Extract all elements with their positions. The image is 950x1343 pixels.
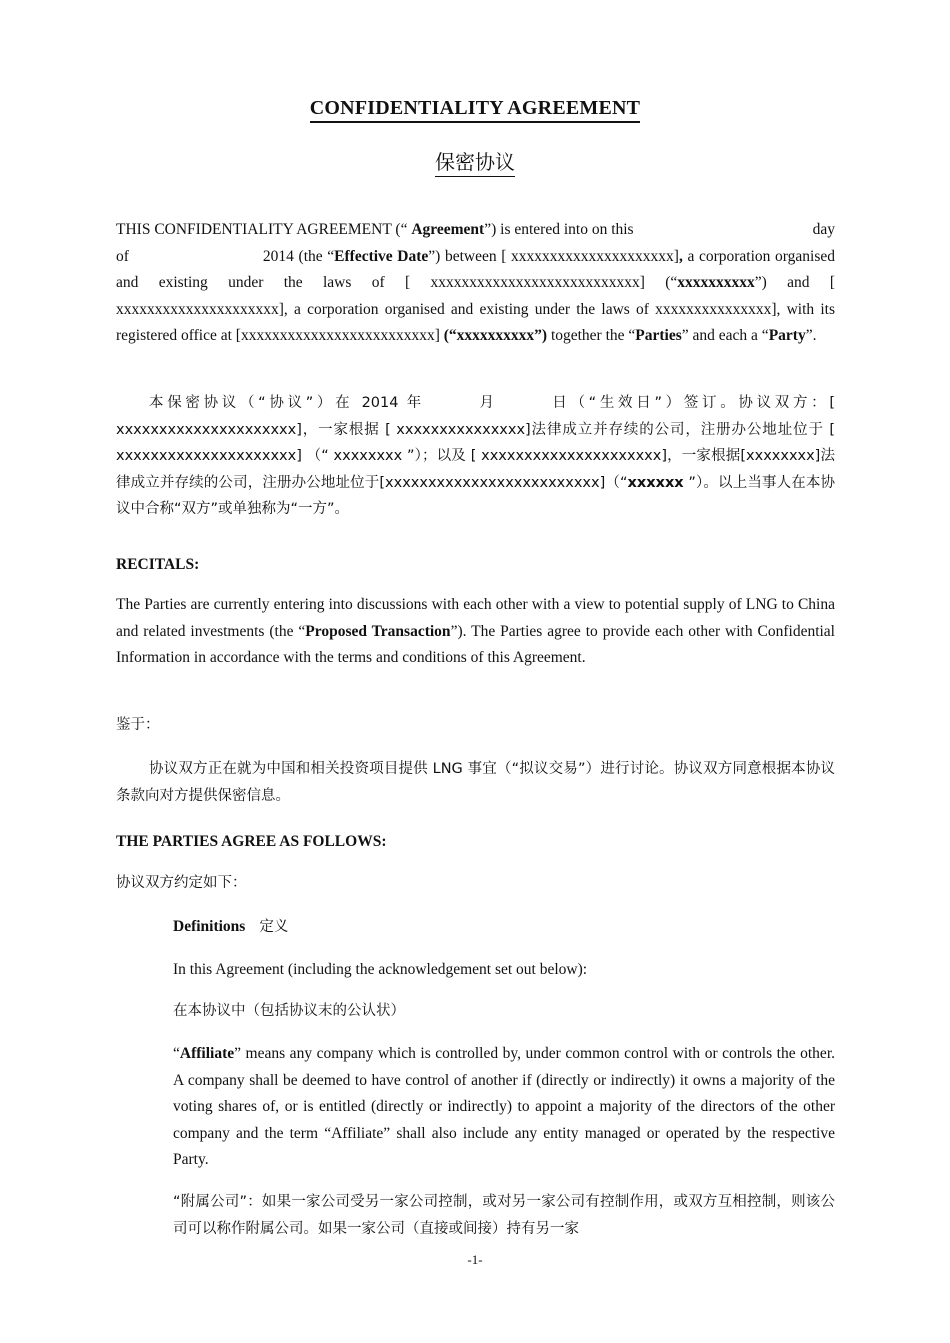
term-affiliate: Affiliate xyxy=(179,1045,235,1062)
recitals-heading-zh: 鉴于： xyxy=(116,717,160,733)
definitions-heading-en: Definitions xyxy=(173,918,246,935)
document-title-text: CONFIDENTIALITY AGREEMENT xyxy=(310,97,640,123)
affiliate-definition-zh: “附属公司”：如果一家公司受另一家公司控制，或对另一家公司有控制作用，或双方互相控制，则该公司可以称作附属公司。如果一家公司（直接或间接）持有另一家 xyxy=(173,1194,835,1237)
recitals-en: The Parties are currently entering into discussions with each other with a view to potential supply of LNG to China and related investments (the “Proposed Transaction”). The Parties agree to provide each other with Confidential Information in accordance with the terms and conditions of this Agreement. xyxy=(116,596,835,666)
term-effective-date: Effective Date xyxy=(334,247,429,265)
term-party-a: xxxxxxxxxx xyxy=(677,274,755,291)
document-title-zh-text: 保密协议 xyxy=(435,146,515,177)
recitals-heading: RECITALS: xyxy=(116,556,200,573)
preamble-en xyxy=(116,217,835,350)
definitions-intro-zh: 在本协议中（包括协议末的公认状） xyxy=(173,1003,405,1019)
preamble-en-line1: THIS CONFIDENTIALITY AGREEMENT (“ Agreement”) is entered into on this day xyxy=(116,221,835,238)
affiliate-definition: “Affiliate” means any company which is controlled by, under common control with or controls the other. A company shall be deemed to have control of another if (directly or indirectly) it owns a majority of the voting shares of, or is entitled (directly or indirectly) to appoint a majority of the directors of the other company and the term “Affiliate” shall also include any entity managed or operated by the respective Party. xyxy=(173,1045,835,1168)
term-party-b: (“xxxxxxxxxx”) xyxy=(443,327,548,344)
definitions-intro: In this Agreement (including the acknowledgement set out below): xyxy=(173,961,588,978)
term-parties: Parties xyxy=(635,327,682,344)
preamble-zh-text: 本保密协议（“协议”）在 2014 年 月 日（“生效日”）签订。协议双方：[ xxxxxxxxxxxxxxxxxxxxx]，一家根据 [ xxxxxxxxxxxxxxx]法律成立并存续的公司，注册办公地址位于 [ xxxxxxxxxxxxxxxxxxxxx] （“ xxxxxxxx ”）；以及 [ xxxxxxxxxxxxxxxxxxxxx]，一家根据[xxxxxxxx]法律成立并存续的公司，注册办公地址位于[xxxxxxxxxxxxxxxxxxxxxxxxx]（“xxxxxx ”）。以上当事人在本协议中合称“双方”或单独称为“一方”。 xyxy=(116,395,835,517)
agree-heading: THE PARTIES AGREE AS FOLLOWS: xyxy=(116,833,387,850)
term-proposed-transaction: Proposed Transaction xyxy=(305,622,451,640)
definitions-heading xyxy=(116,914,835,941)
page-number: -1- xyxy=(467,1252,483,1267)
document-title xyxy=(0,97,950,123)
document-title-zh xyxy=(0,146,950,177)
definitions-heading-zh: 定义 xyxy=(259,919,289,935)
recitals-zh: 协议双方正在就为中国和相关投资项目提供 LNG 事宜（“拟议交易”）进行讨论。协议双方同意根据本协议条款向对方提供保密信息。 xyxy=(116,761,835,804)
term-party: Party xyxy=(768,327,806,344)
preamble-en-rest: of 2014 (the “Effective Date”) between [ xxxxxxxxxxxxxxxxxxxxx], a corporation organised and existing under the laws of [ xxxxxxxxxxxxxxxxxxxxxxxxxxx] (“xxxxxxxxxx”) and [ xxxxxxxxxxxxxxxxxxxxx], a corporation organised and existing under the laws of xxxxxxxxxxxxxxx], with its registered office at [xxxxxxxxxxxxxxxxxxxxxxxxx] (“xxxxxxxxxx”) together the “Parties” and each a “Party”. xyxy=(116,247,835,344)
agree-heading-zh: 协议双方约定如下： xyxy=(116,875,247,891)
term-agreement: Agreement xyxy=(411,221,485,238)
preamble-zh xyxy=(116,390,835,523)
